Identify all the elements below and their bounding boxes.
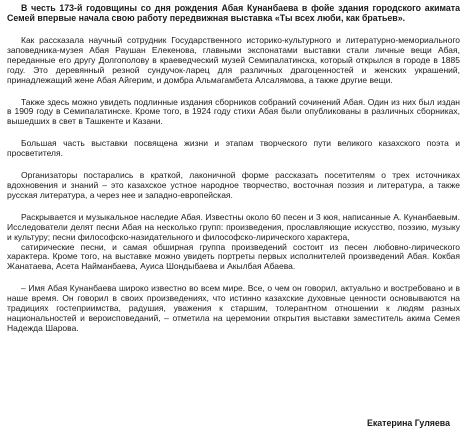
article-quote: – Имя Абая Кунанбаева широко известно во всем мире. Все, о чем он говорил, актуально и востребовано и в наше время. Он говорил в своих произведениях, что истинно казахские духовные ценности основываются на традициях гостеприимства, радушия, уважения к старшим, толерантном отношении к людям разных национальностей и вероисповеданий, – отметила на церемонии открытия выставки заместитель акима Семея Надежда Шарова. bbox=[7, 283, 460, 333]
article-paragraph: Раскрывается и музыкальное наследие Абая. Известны около 60 песен и 3 кюя, написанные А. Кунанбаевым. Исследователи делят песни Абая на несколько групп: произведения, прославляющие искусство, поэзию, музыку и культуру; песни философско-назидательного и философско-лирического характера, bbox=[7, 211, 460, 242]
article-lead: В честь 173-й годовщины со дня рождения Абая Кунанбаева в фойе здания городского акимата Семей впервые начала свою работу передвижная выставка «Ты всех люби, как братьев». bbox=[7, 3, 460, 23]
article-paragraph: сатирические песни, и самая обширная группа произведений состоит из песен любовно-лирического характера. Кроме того, на выставке можно увидеть портреты первых исполнителей произведений Абая. Кокбая Жанатаева, Асета Найманбаева, Ауиса Шондыбаева и Акылбая Абаева. bbox=[7, 241, 460, 272]
article-paragraph: Большая часть выставки посвящена жизни и этапам творческого пути великого казахского поэта и просветителя. bbox=[7, 138, 460, 159]
article-paragraph: Как рассказала научный сотрудник Государственного историко-культурного и литературно-мемориального заповедника-музея Абая Раушан Елекенова, главными экспонатами выставки стали личные вещи Абая, переданные его другу Долгополову в краеведческий музей Семипалатинска, который открылся в городе в 1885 году. Это деревянный резной сундучок-ларец для различных драгоценностей и женских украшений, принадлежащий жене Абая Айгерим, и домбра Альмагамбета Алсалямова, а также другие вещи. bbox=[7, 35, 460, 85]
author-signature: Екатерина Гуляева bbox=[366, 418, 450, 429]
article-paragraph: Также здесь можно увидеть подлинные издания сборников собраний сочинений Абая. Один из них был издан в 1909 году в Семипалатинске. Кроме того, в 1924 году стихи Абая были опубликованы в различных сборниках, вышедших в свет в Ташкенте и Казани. bbox=[7, 96, 460, 127]
article-paragraph: Организаторы постарались в краткой, лаконичной форме рассказать посетителям о трех источниках вдохновения и знаний – это казахское устное народное творчество, восточная поэзия и литература, а также русская литература, а через нее и западно-европейская. bbox=[7, 170, 460, 200]
